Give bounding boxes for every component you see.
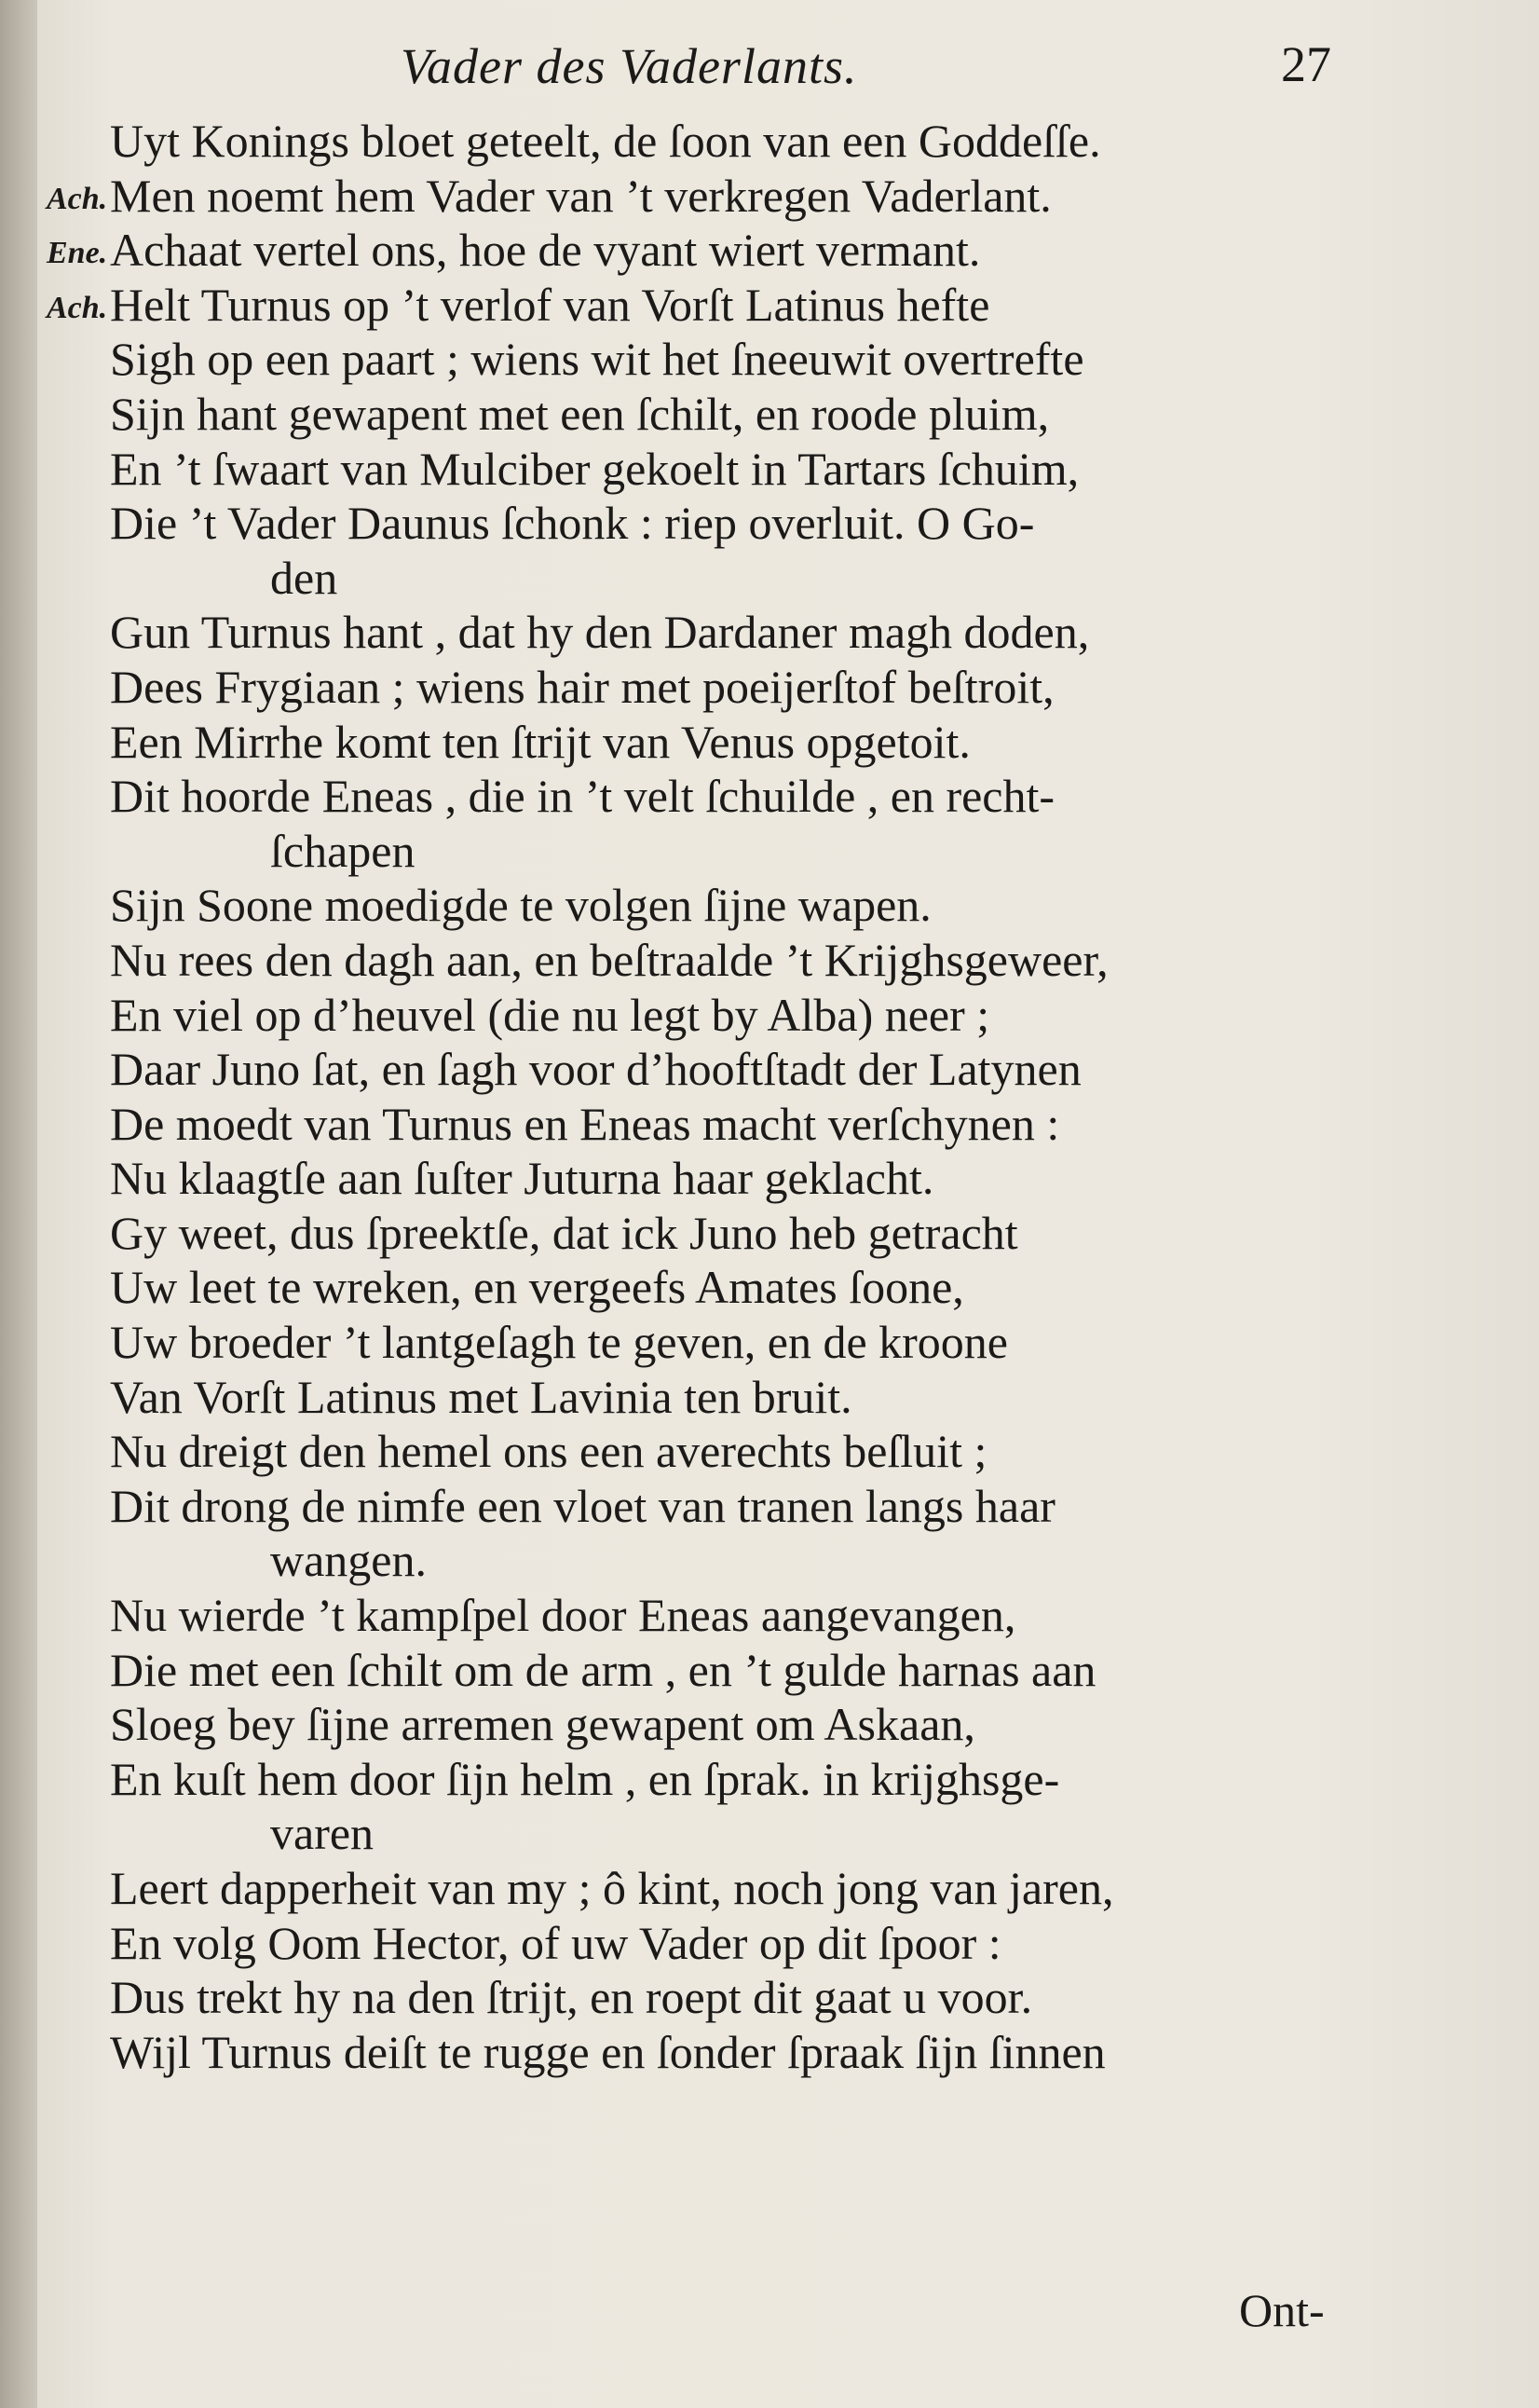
verse-line: [0, 496, 1539, 551]
verse-text: Die met een ſchilt om de arm , en ’t gulde harnas aan: [110, 1643, 1096, 1696]
verse-line: [0, 1260, 1539, 1315]
verse-line: [0, 1042, 1539, 1097]
verse-text: Leert dapperheit van my ; ô kint, noch jong van jaren,: [110, 1862, 1114, 1914]
verse-text: Helt Turnus op ’t verlof van Vorſt Latinus hefte: [110, 278, 990, 331]
verse-text: Sloeg bey ſijne arremen gewapent om Askaan,: [110, 1698, 975, 1751]
verse-line: [0, 933, 1539, 988]
catchword: Ont-: [1239, 2284, 1325, 2336]
verse-line: [0, 1697, 1539, 1752]
verse-line: [0, 223, 1539, 278]
verse-text: Die ’t Vader Daunus ſchonk : riep overluit. O Go-: [110, 497, 1035, 550]
verse-line: [0, 1752, 1539, 1807]
verse-text: Daar Juno ſat, en ſagh voor d’hooftſtadt der Latynen: [110, 1043, 1082, 1096]
verse-line: [0, 1424, 1539, 1479]
verse-text: Uw leet te wreken, en vergeefs Amates ſoone,: [110, 1261, 964, 1314]
verse-text: Dees Frygiaan ; wiens hair met poeijerſtof beſtroit,: [110, 660, 1055, 713]
verse-line: [0, 1970, 1539, 2025]
verse-text: Men noemt hem Vader van ’t verkregen Vaderlant.: [110, 169, 1052, 222]
verse-text: Van Vorſt Latinus met Lavinia ten bruit.: [110, 1370, 852, 1423]
verse-text: Nu wierde ’t kampſpel door Eneas aangevangen,: [110, 1589, 1016, 1642]
verse-line: [0, 1206, 1539, 1261]
verse-line: [0, 769, 1539, 824]
verse-line: [0, 1916, 1539, 1971]
verse-text: Dus trekt hy na den ſtrijt, en roept dit gaat u voor.: [110, 1971, 1033, 2024]
verse-text: Gun Turnus hant , dat hy den Dardaner magh doden,: [110, 606, 1090, 659]
verse-text: den: [270, 551, 338, 604]
verse-line: [0, 278, 1539, 333]
verse-text: En viel op d’heuvel (die nu legt by Alba) neer ;: [110, 988, 990, 1041]
page-number: 27: [1281, 36, 1331, 92]
verse-text: Wijl Turnus deiſt te rugge en ſonder ſpraak ſijn ſinnen: [110, 2025, 1106, 2078]
verse-text: Sijn hant gewapent met een ſchilt, en roode pluim,: [110, 387, 1050, 440]
verse-line-continuation: [0, 1806, 1539, 1861]
verse-line: [0, 332, 1539, 387]
verse-line: [0, 1861, 1539, 1916]
verse-line: [0, 605, 1539, 660]
verse-text: Nu dreigt den hemel ons een averechts beſluit ;: [110, 1425, 987, 1478]
verse-line: [0, 1370, 1539, 1425]
verse-text: De moedt van Turnus en Eneas macht verſchynen :: [110, 1097, 1060, 1150]
speaker-label: Ach.: [47, 181, 108, 216]
verse-text: Sijn Soone moedigde te volgen ſijne wapen.: [110, 879, 932, 932]
verse-text: Uw broeder ’t lantgeſagh te geven, en de kroone: [110, 1316, 1008, 1369]
verse-line: [0, 2025, 1539, 2080]
verse-text: Uyt Konings bloet geteelt, de ſoon van een Goddeſſe.: [110, 115, 1101, 167]
verse-line: [0, 1588, 1539, 1643]
verse-text: ſchapen: [270, 824, 415, 877]
verse-line: [0, 114, 1539, 169]
verse-line: [0, 1479, 1539, 1534]
verse-text: En volg Oom Hector, of uw Vader op dit ſpoor :: [110, 1916, 1001, 1969]
verse-line: [0, 1097, 1539, 1152]
verse-text: En kuſt hem door ſijn helm , en ſprak. in krijghsge-: [110, 1752, 1060, 1805]
verse-text: Een Mirrhe komt ten ſtrijt van Venus opgetoit.: [110, 715, 971, 768]
verse-line: [0, 442, 1539, 497]
verse-text: Dit drong de nimfe een vloet van tranen langs haar: [110, 1479, 1056, 1532]
verse-line: [0, 878, 1539, 933]
verse-line-continuation: [0, 551, 1539, 606]
speaker-label: Ene.: [47, 236, 108, 271]
verse-line: [0, 660, 1539, 715]
speaker-label: Ach.: [47, 290, 108, 325]
verse-text: Dit hoorde Eneas , die in ’t velt ſchuilde , en recht-: [110, 770, 1056, 823]
verse-line: [0, 1315, 1539, 1370]
verse-text: Gy weet, dus ſpreektſe, dat ick Juno heb getracht: [110, 1206, 1018, 1259]
verse-line-continuation: [0, 1533, 1539, 1588]
verse-body: [0, 114, 1539, 2079]
verse-text: varen: [270, 1807, 375, 1860]
verse-text: Nu klaagtſe aan ſuſter Juturna haar geklacht.: [110, 1152, 934, 1205]
verse-text: Achaat vertel ons, hoe de vyant wiert vermant.: [110, 224, 981, 277]
verse-text: Sigh op een paart ; wiens wit het ſneeuwit overtrefte: [110, 333, 1084, 386]
verse-text: En ’t ſwaart van Mulciber gekoelt in Tartars ſchuim,: [110, 442, 1080, 495]
verse-line: [0, 169, 1539, 224]
verse-text: Nu rees den dagh aan, en beſtraalde ’t Krijghsgeweer,: [110, 933, 1109, 986]
verse-line-continuation: [0, 824, 1539, 879]
verse-line: [0, 988, 1539, 1043]
running-title: Vader des Vaderlants.: [401, 38, 858, 94]
verse-line: [0, 1151, 1539, 1206]
verse-text: wangen.: [270, 1534, 427, 1587]
verse-line: [0, 1643, 1539, 1698]
verse-line: [0, 387, 1539, 442]
verse-line: [0, 715, 1539, 770]
